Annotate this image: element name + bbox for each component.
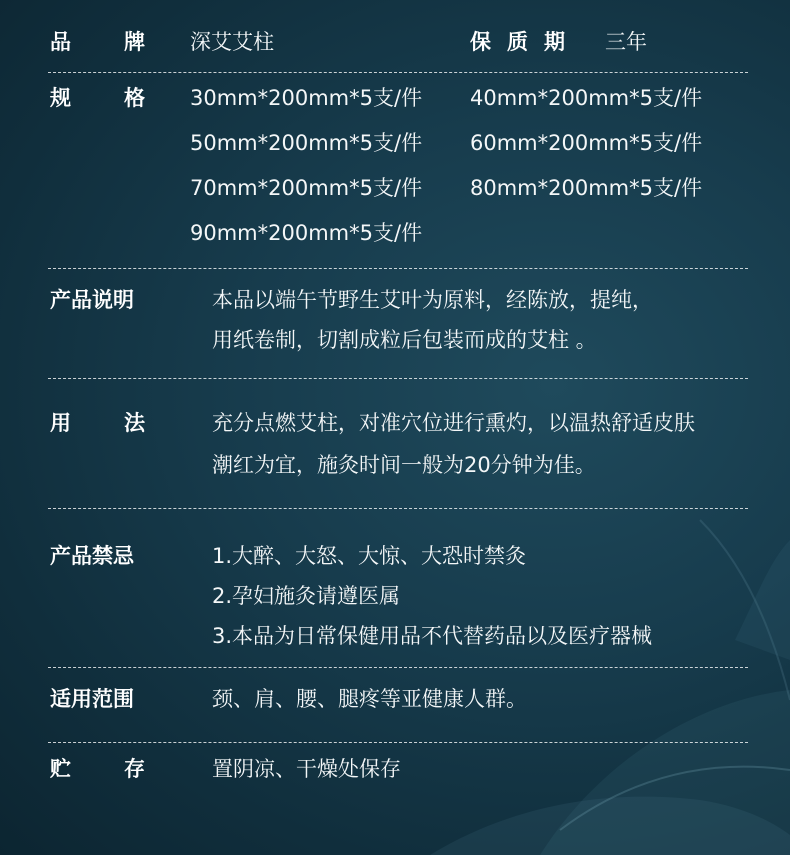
- spec-label-char: 格: [124, 85, 145, 110]
- shelf-life-label-char: 期: [544, 29, 565, 54]
- description-label: 产品说明: [50, 287, 134, 312]
- divider: [48, 667, 748, 668]
- storage-label-char: 贮: [50, 756, 71, 781]
- storage-label: [50, 755, 145, 783]
- shelf-life-label-char: 质: [507, 29, 528, 54]
- usage-label-char: 用: [50, 410, 71, 435]
- shelf-life-value: 三年: [605, 30, 647, 54]
- spec-item: 40mm*200mm*5支/件: [470, 86, 703, 110]
- usage-label-char: 法: [124, 410, 145, 435]
- contraindications-label: 产品禁忌: [50, 543, 134, 568]
- brand-label-char: 品: [50, 29, 71, 54]
- divider: [48, 508, 748, 509]
- usage-label: [50, 409, 145, 437]
- brand-label: [50, 28, 145, 56]
- contraindication-line: 3.本品为日常保健用品不代替药品以及医疗器械: [212, 624, 653, 648]
- spec-label: [50, 84, 145, 112]
- spec-item: 70mm*200mm*5支/件: [190, 176, 423, 200]
- divider: [48, 268, 748, 269]
- storage-value: 置阴凉、干燥处保存: [212, 757, 401, 781]
- usage-line: 潮红为宜，施灸时间一般为20分钟为佳。: [212, 453, 596, 477]
- description-line: 本品以端午节野生艾叶为原料，经陈放，提纯，: [212, 288, 653, 312]
- brand-value: 深艾艾柱: [190, 30, 274, 54]
- spec-item: 60mm*200mm*5支/件: [470, 131, 703, 155]
- spec-item: 30mm*200mm*5支/件: [190, 86, 423, 110]
- spec-label-char: 规: [50, 85, 71, 110]
- storage-label-char: 存: [124, 756, 145, 781]
- scope-label: 适用范围: [50, 686, 134, 711]
- spec-item: 50mm*200mm*5支/件: [190, 131, 423, 155]
- contraindication-line: 2.孕妇施灸请遵医属: [212, 584, 401, 608]
- spec-item: 80mm*200mm*5支/件: [470, 176, 703, 200]
- contraindication-line: 1.大醉、大怒、大惊、大恐时禁灸: [212, 544, 527, 568]
- brand-label-char: 牌: [124, 29, 145, 54]
- shelf-life-label-char: 保: [470, 29, 491, 54]
- description-line: 用纸卷制，切割成粒后包装而成的艾柱 。: [212, 328, 597, 352]
- shelf-life-label: [470, 28, 565, 56]
- divider: [48, 72, 748, 73]
- spec-item: 90mm*200mm*5支/件: [190, 221, 423, 245]
- usage-line: 充分点燃艾柱，对准穴位进行熏灼，以温热舒适皮肤: [212, 411, 695, 435]
- scope-value: 颈、肩、腰、腿疼等亚健康人群。: [212, 687, 527, 711]
- divider: [48, 742, 748, 743]
- divider: [48, 378, 748, 379]
